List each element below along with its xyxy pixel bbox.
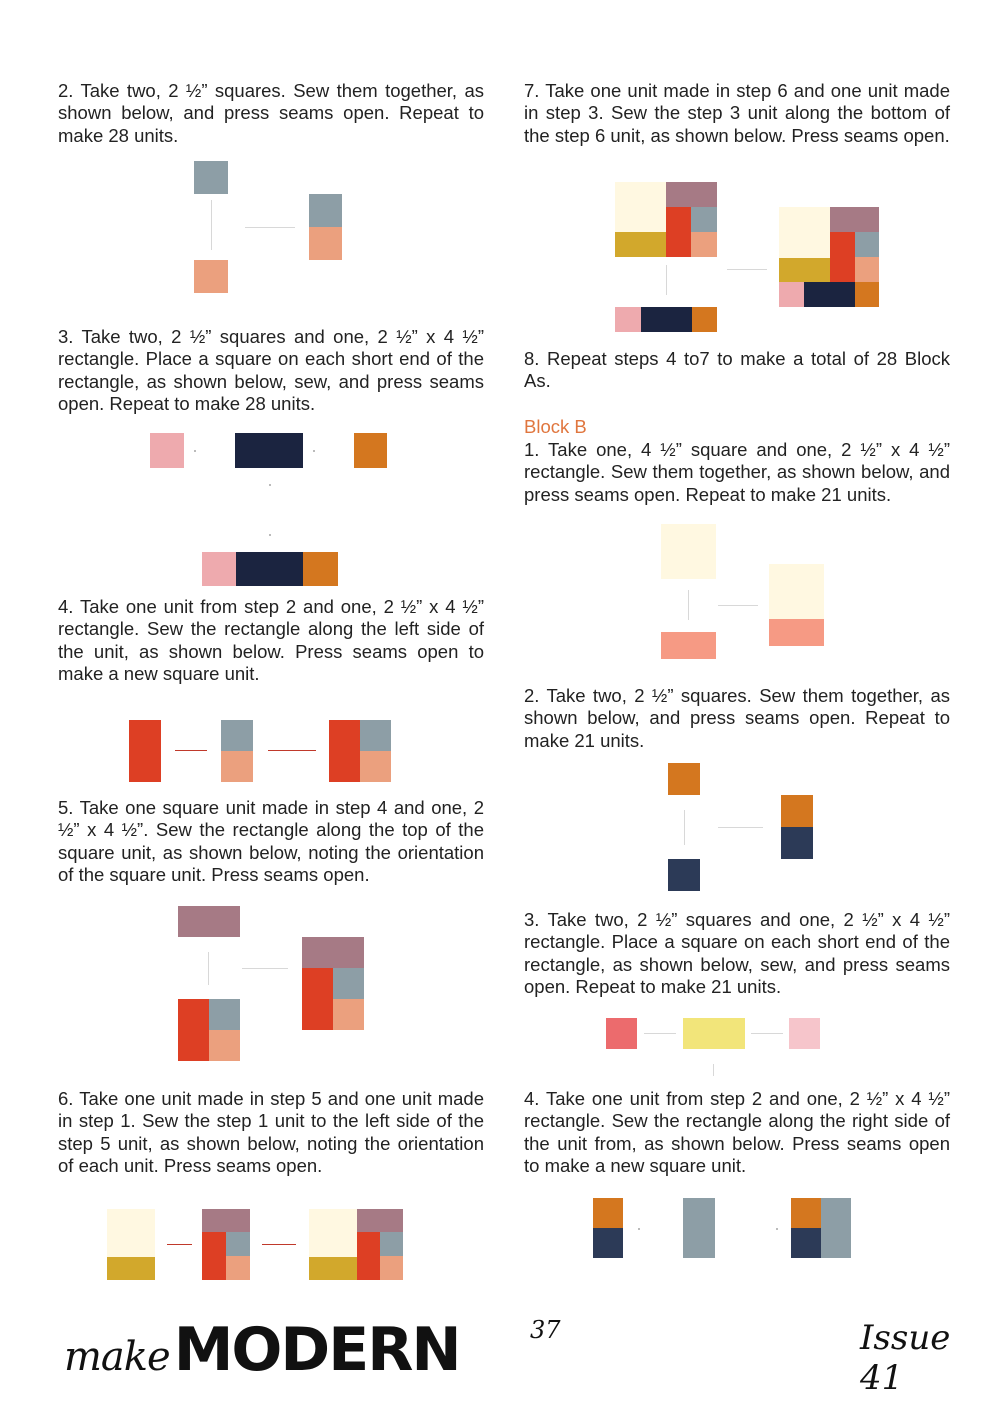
cream-square xyxy=(107,1209,155,1257)
peach-square xyxy=(226,1256,250,1280)
page-number: 37 xyxy=(530,1316,561,1344)
navy-rectangle xyxy=(804,282,855,307)
red-rectangle xyxy=(666,207,691,257)
navy-rectangle xyxy=(236,552,303,586)
grey-square xyxy=(309,194,342,227)
mauve-rectangle xyxy=(357,1209,403,1232)
pink-square xyxy=(150,433,184,468)
navy-square xyxy=(791,1228,821,1258)
step-7-text: 7. Take one unit made in step 6 and one unit made in step 3. Sew the step 3 unit along the bottom of the step 6 unit, as shown below. Press seams open. xyxy=(524,80,950,146)
peach-square xyxy=(691,232,717,257)
logo-make-text: make xyxy=(64,1334,170,1380)
coral-square xyxy=(606,1018,637,1049)
orange-square xyxy=(303,552,338,586)
pink-square xyxy=(615,307,641,332)
block-b-step-1-text: 1. Take one, 4 ½” square and one, 2 ½” x 4 ½” rectangle. Sew them together, as shown below, and press seams open. Repeat to make 21 units. xyxy=(524,439,950,505)
navy-square xyxy=(668,859,700,891)
block-b-step-3-text: 3. Take two, 2 ½” squares and one, 2 ½” x 4 ½” rectangle. Place a square on each short end of the rectangle, as shown below, sew, and press seams open. Repeat to make 21 units. xyxy=(524,909,950,998)
peach-square xyxy=(221,751,253,782)
navy-rectangle xyxy=(235,433,303,468)
red-rectangle xyxy=(357,1232,380,1280)
red-rectangle xyxy=(830,232,855,282)
light-pink-square xyxy=(789,1018,820,1049)
mauve-rectangle xyxy=(302,937,364,968)
grey-square xyxy=(855,232,879,257)
grey-square xyxy=(691,207,717,232)
orange-square xyxy=(593,1198,623,1228)
cream-square xyxy=(615,182,666,232)
guide-line xyxy=(245,227,295,228)
grey-square xyxy=(194,161,228,194)
step-2-text: 2. Take two, 2 ½” squares. Sew them together, as shown below, and press seams open. Repeat to make 28 units. xyxy=(58,80,484,146)
pink-square xyxy=(202,552,236,586)
make-modern-logo xyxy=(64,1310,460,1385)
orange-square xyxy=(668,763,700,795)
grey-square xyxy=(333,968,364,999)
grey-square xyxy=(226,1232,250,1256)
orange-square xyxy=(855,282,879,307)
red-rectangle xyxy=(178,999,209,1061)
yellow-rectangle xyxy=(683,1018,745,1049)
orange-square xyxy=(781,795,813,827)
navy-square xyxy=(593,1228,623,1258)
mauve-rectangle xyxy=(202,1209,250,1232)
grey-rectangle xyxy=(683,1198,715,1258)
grey-square xyxy=(360,720,391,751)
step-4-text: 4. Take one unit from step 2 and one, 2 ½” x 4 ½” rectangle. Sew the rectangle along the left side of the unit, as shown below. Press seams open to make a new square unit. xyxy=(58,596,484,685)
mustard-rectangle xyxy=(779,258,830,282)
red-rectangle xyxy=(329,720,360,782)
cream-square xyxy=(661,524,716,579)
cream-square xyxy=(769,564,824,619)
step-8-text: 8. Repeat steps 4 to7 to make a total of 28 Block As. xyxy=(524,348,950,392)
grey-square xyxy=(380,1232,403,1256)
red-rectangle xyxy=(202,1232,226,1280)
grey-square xyxy=(209,999,240,1030)
orange-square xyxy=(791,1198,821,1228)
salmon-rectangle xyxy=(769,619,824,646)
cream-square xyxy=(309,1209,357,1257)
peach-square xyxy=(194,260,228,293)
grey-square xyxy=(221,720,253,751)
mauve-rectangle xyxy=(830,207,879,232)
guide-line xyxy=(211,200,212,250)
mustard-rectangle xyxy=(309,1257,357,1280)
red-rectangle xyxy=(129,720,161,782)
issue-label: Issue 41 xyxy=(860,1318,951,1398)
orange-square xyxy=(354,433,387,468)
navy-rectangle xyxy=(641,307,692,332)
pink-square xyxy=(779,282,804,307)
step-3-text: 3. Take two, 2 ½” squares and one, 2 ½” x 4 ½” rectangle. Place a square on each short end of the rectangle, as shown below, sew, and press seams open. Repeat to make 28 units. xyxy=(58,326,484,415)
peach-square xyxy=(309,227,342,260)
mustard-rectangle xyxy=(615,232,666,257)
peach-square xyxy=(333,999,364,1030)
navy-square xyxy=(781,827,813,859)
block-b-step-2-text: 2. Take two, 2 ½” squares. Sew them together, as shown below, and press seams open. Repeat to make 21 units. xyxy=(524,685,950,751)
block-b-step-4-text: 4. Take one unit from step 2 and one, 2 ½” x 4 ½” rectangle. Sew the rectangle along the right side of the unit from, as shown below. Press seams open to make a new square unit. xyxy=(524,1088,950,1177)
peach-square xyxy=(380,1256,403,1280)
step-5-text: 5. Take one square unit made in step 4 and one, 2 ½” x 4 ½”. Sew the rectangle along the top of the square unit, as shown below, noting the orientation of the square unit. Press seams open. xyxy=(58,797,484,886)
grey-rectangle xyxy=(821,1198,851,1258)
orange-square xyxy=(692,307,717,332)
step-6-text: 6. Take one unit made in step 5 and one unit made in step 1. Sew the step 1 unit to the left side of the step 5 unit, as shown below, noting the orientation of each unit. Press seams open. xyxy=(58,1088,484,1177)
red-rectangle xyxy=(302,968,333,1030)
logo-modern-text: MODERN xyxy=(173,1315,460,1385)
salmon-rectangle xyxy=(661,632,716,659)
peach-square xyxy=(209,1030,240,1061)
peach-square xyxy=(855,257,879,282)
cream-square xyxy=(779,207,830,258)
mauve-rectangle xyxy=(666,182,717,207)
peach-square xyxy=(360,751,391,782)
mauve-rectangle xyxy=(178,906,240,937)
mustard-rectangle xyxy=(107,1257,155,1280)
block-b-heading: Block B xyxy=(524,416,587,437)
